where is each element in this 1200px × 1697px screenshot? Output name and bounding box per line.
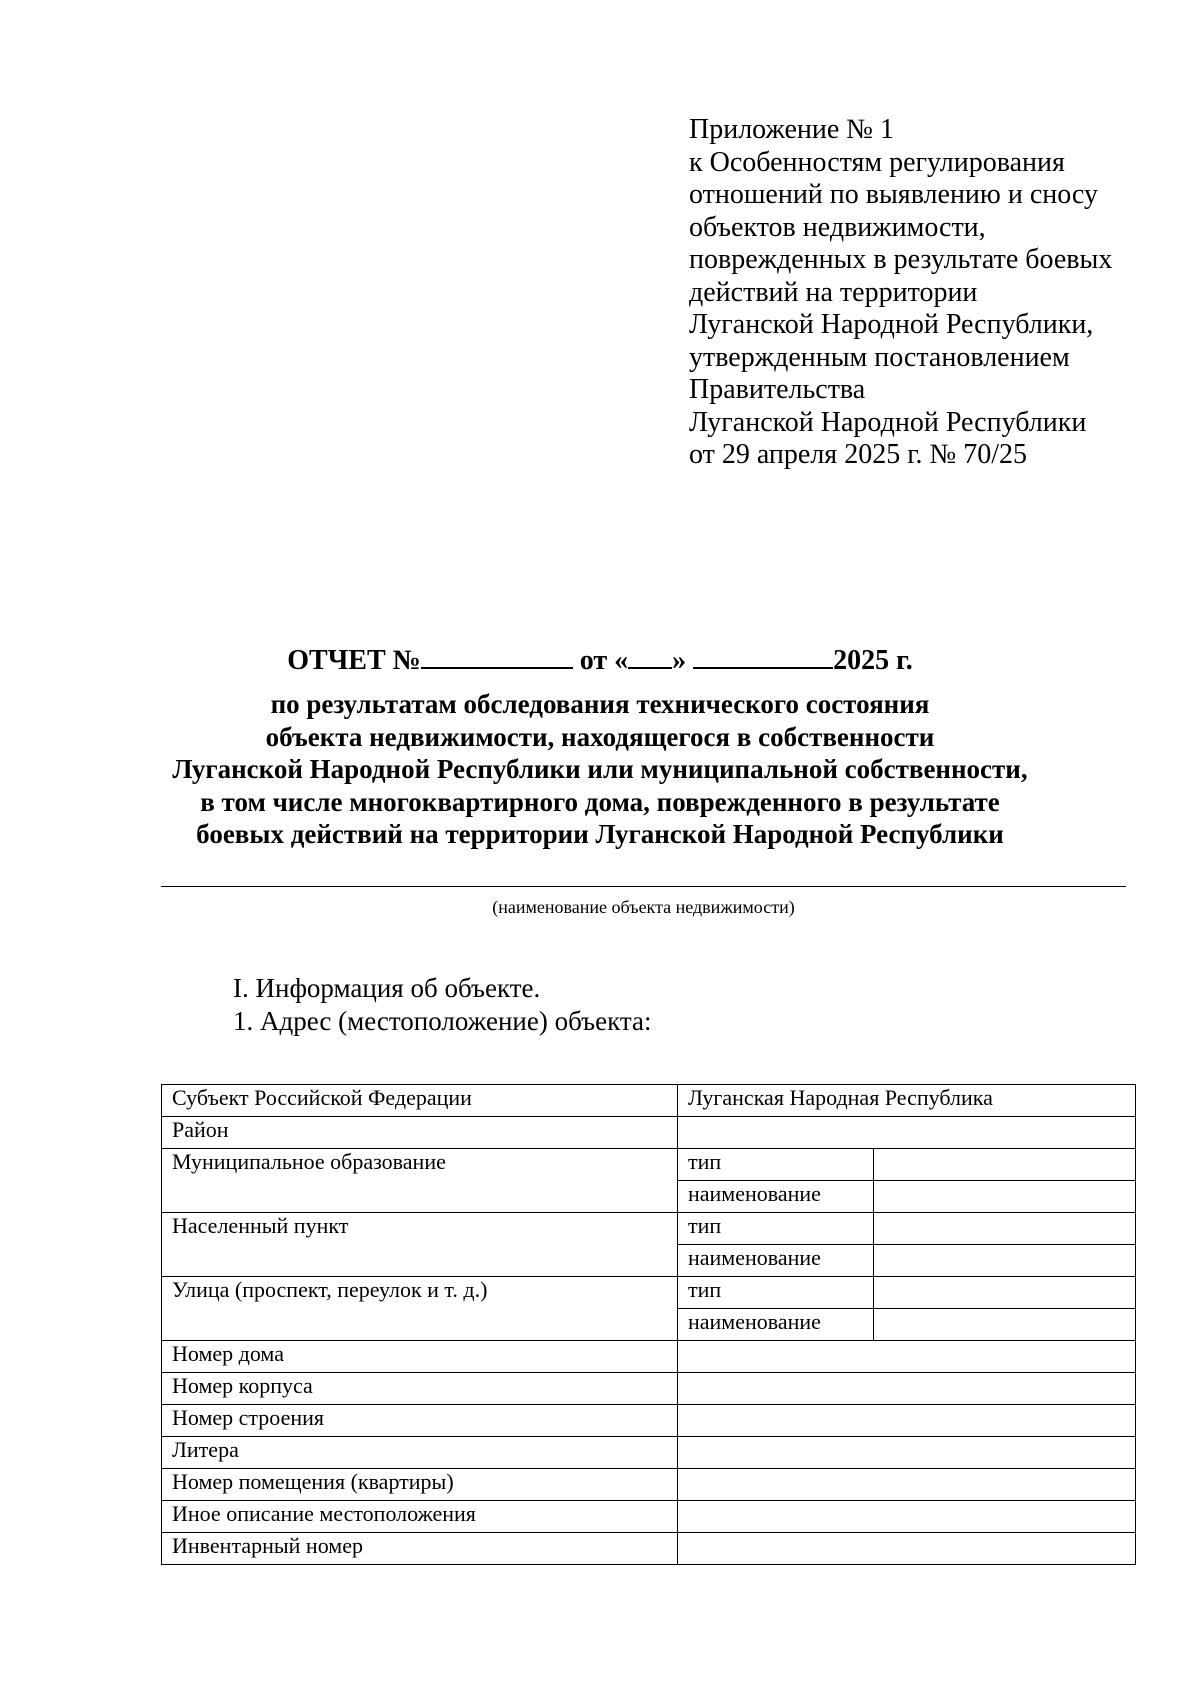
litera-value-cell[interactable] xyxy=(678,1437,1136,1469)
settlement-label: Населенный пункт xyxy=(162,1213,678,1277)
report-day-blank xyxy=(628,643,672,669)
apartment-label: Номер помещения (квартиры) xyxy=(162,1469,678,1501)
report-year: 2025 г. xyxy=(833,645,913,676)
subtitle-line: в том числе многоквартирного дома, поврежденного в результате xyxy=(200,786,1000,817)
report-subtitle xyxy=(100,688,1100,851)
street-type-label: тип xyxy=(678,1277,874,1309)
settlement-name-label: наименование xyxy=(678,1245,874,1277)
appendix-line: Приложение № 1 xyxy=(689,114,894,145)
appendix-line: к Особенностям регулирования xyxy=(689,146,1065,178)
appendix-line: объектов недвижимости, xyxy=(689,211,986,243)
subtitle-line: по результатам обследования технического состояния xyxy=(270,689,930,719)
subtitle-line: боевых действий на территории Луганской Народной Республики xyxy=(196,819,1004,849)
settlement-type-cell[interactable] xyxy=(874,1213,1136,1245)
address-table xyxy=(161,1084,1136,1565)
settlement-name-cell[interactable] xyxy=(874,1245,1136,1277)
street-label: Улица (проспект, переулок и т. д.) xyxy=(162,1277,678,1341)
municipality-name-label: наименование xyxy=(678,1181,874,1213)
structure-label: Номер строения xyxy=(162,1405,678,1437)
settlement-type-label: тип xyxy=(678,1213,874,1245)
house-value-cell[interactable] xyxy=(678,1341,1136,1373)
apartment-value-cell[interactable] xyxy=(678,1469,1136,1501)
district-label: Район xyxy=(162,1117,678,1149)
object-name-line[interactable] xyxy=(161,886,1126,887)
municipality-type-cell[interactable] xyxy=(874,1149,1136,1181)
table-row xyxy=(162,1533,1136,1565)
table-row xyxy=(162,1085,1136,1117)
table-row xyxy=(162,1117,1136,1149)
appendix-line: действий на территории xyxy=(689,276,978,308)
table-row xyxy=(162,1469,1136,1501)
appendix-line: поврежденных в результате боевых xyxy=(689,244,1113,275)
section-info xyxy=(233,972,651,1038)
table-row xyxy=(162,1149,1136,1181)
litera-label: Литера xyxy=(162,1437,678,1469)
building-label: Номер корпуса xyxy=(162,1373,678,1405)
table-row xyxy=(162,1501,1136,1533)
subject-label: Субъект Российской Федерации xyxy=(162,1085,678,1117)
subtitle-line: объекта недвижимости, находящегося в собственности xyxy=(265,721,935,752)
table-row xyxy=(162,1437,1136,1469)
other-location-value-cell[interactable] xyxy=(678,1501,1136,1533)
report-month-blank xyxy=(693,643,833,669)
section-heading: I. Информация об объекте. xyxy=(233,973,541,1003)
inventory-value-cell[interactable] xyxy=(678,1533,1136,1565)
inventory-label: Инвентарный номер xyxy=(162,1533,678,1565)
other-location-label: Иное описание местоположения xyxy=(162,1501,678,1533)
report-number-blank xyxy=(421,643,573,669)
table-row xyxy=(162,1373,1136,1405)
subtitle-line: Луганской Народной Республики или муниципальной собственности, xyxy=(172,754,1028,784)
object-name-caption: (наименование объекта недвижимости) xyxy=(492,897,795,917)
table-row xyxy=(162,1405,1136,1437)
municipality-name-cell[interactable] xyxy=(874,1181,1136,1213)
municipality-label: Муниципальное образование xyxy=(162,1149,678,1213)
house-label: Номер дома xyxy=(162,1341,678,1373)
appendix-line: Луганской Народной Республики xyxy=(689,406,1087,438)
street-type-cell[interactable] xyxy=(874,1277,1136,1309)
appendix-block xyxy=(689,114,1159,472)
appendix-line: утвержденным постановлением xyxy=(689,341,1070,373)
subject-value: Луганская Народная Республика xyxy=(678,1085,1136,1117)
structure-value-cell[interactable] xyxy=(678,1405,1136,1437)
building-value-cell[interactable] xyxy=(678,1373,1136,1405)
street-name-label: наименование xyxy=(678,1309,874,1341)
municipality-type-label: тип xyxy=(678,1149,874,1181)
appendix-line: Правительства xyxy=(689,374,866,405)
district-value-cell[interactable] xyxy=(678,1117,1136,1149)
table-row xyxy=(162,1341,1136,1373)
report-date-from-label: от « xyxy=(579,645,629,676)
address-item-heading: 1. Адрес (местоположение) объекта: xyxy=(233,1006,652,1036)
appendix-line: Луганской Народной Республики, xyxy=(689,309,1094,340)
table-row xyxy=(162,1213,1136,1245)
report-title xyxy=(0,643,1200,677)
report-date-quote: » xyxy=(672,645,687,676)
table-row xyxy=(162,1277,1136,1309)
appendix-line: отношений по выявлению и сносу xyxy=(689,179,1098,210)
street-name-cell[interactable] xyxy=(874,1309,1136,1341)
appendix-line: от 29 апреля 2025 г. № 70/25 xyxy=(689,439,1028,470)
report-number-label: ОТЧЕТ № xyxy=(287,645,421,676)
